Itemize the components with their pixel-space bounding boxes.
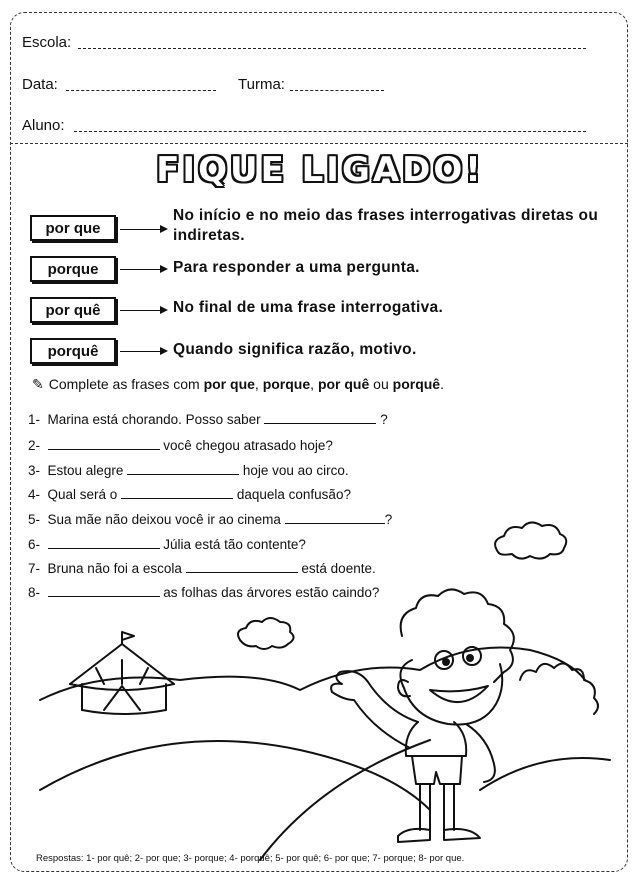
page-title: FIQUE LIGADO! <box>156 150 484 190</box>
school-label: Escola: <box>22 34 72 51</box>
student-label: Aluno: <box>22 117 65 134</box>
exercise-4: 4- Qual será o daquela confusão? <box>28 487 351 502</box>
exercise-5: 5- Sua mãe não deixou você ir ao cinema ? <box>28 512 393 527</box>
rule-text-porque-acento: Quando significa razão, motivo. <box>173 341 417 358</box>
instruction: ✎ Complete as frases com por que, porque, por quê ou porquê. <box>32 376 444 392</box>
rule-text-por-que-acento: No final de uma frase interrogativa. <box>173 299 444 316</box>
cloud-icon <box>238 618 294 649</box>
answer-key: Respostas: 1- por quê; 2- por que; 3- porque; 4- porquê; 5- por quê; 6- por que; 7- porque; 8- por que. <box>36 853 465 864</box>
hill <box>40 741 430 810</box>
exercise-1: 1- Marina está chorando. Posso saber ? <box>28 412 388 427</box>
exercise-6: 6- Júlia está tão contente? <box>28 537 306 552</box>
date-label: Data: <box>22 76 58 93</box>
pencil-icon: ✎ <box>32 376 44 392</box>
cloud-icon <box>495 522 566 558</box>
rule-term-porque: porque <box>30 256 116 282</box>
exercise-2: 2- você chegou atrasado hoje? <box>28 438 333 453</box>
exercise-3: 3- Estou alegre hoje vou ao circo. <box>28 463 349 478</box>
bush <box>520 663 598 714</box>
rule-term-por-que-acento: por quê <box>30 297 116 323</box>
circus-tent-icon <box>70 632 174 714</box>
rule-text-porque: Para responder a uma pergunta. <box>173 259 420 276</box>
class-label: Turma: <box>238 76 285 93</box>
rule-text-por-que: No início e no meio das frases interrogativas diretas ou indiretas. <box>173 207 599 244</box>
rule-term-porque-acento: porquê <box>30 338 116 364</box>
hill <box>480 758 610 790</box>
rule-term-por-que: por que <box>30 215 116 241</box>
exercise-7: 7- Bruna não foi a escola está doente. <box>28 561 376 576</box>
exercise-8: 8- as folhas das árvores estão caindo? <box>28 585 380 600</box>
